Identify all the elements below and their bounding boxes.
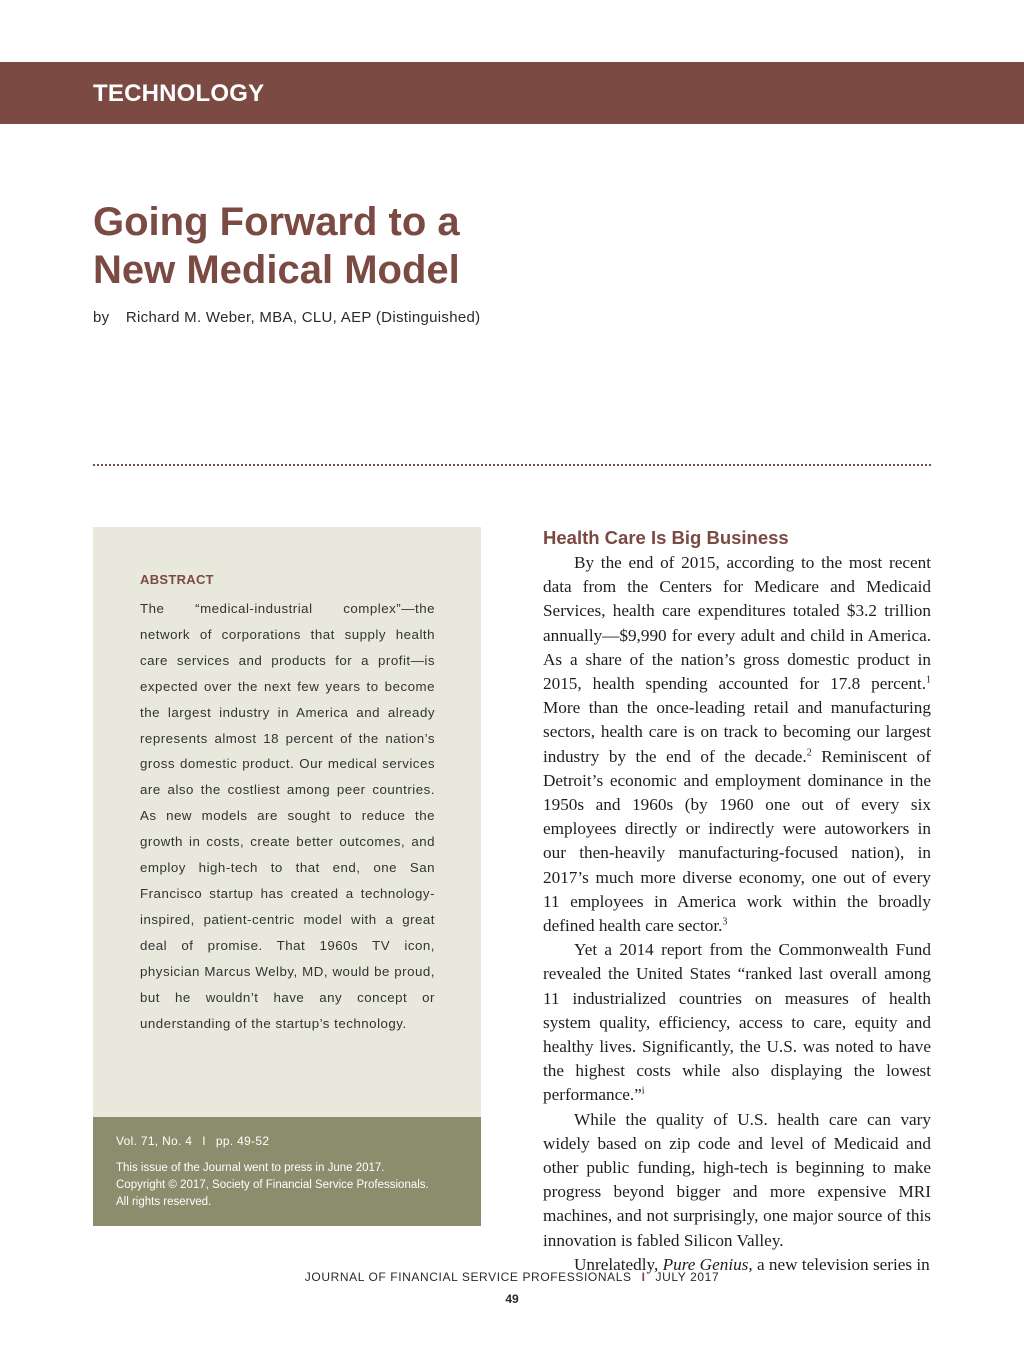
footnote-ref: i	[641, 1085, 645, 1097]
section-heading: Health Care Is Big Business	[543, 527, 789, 548]
byline	[93, 309, 480, 326]
issue-date: JULY 2017	[655, 1270, 720, 1284]
page-range: pp. 49-52	[215, 1134, 270, 1148]
footnote-ref: 1	[926, 674, 931, 686]
byline-prefix: by	[93, 309, 110, 326]
footer-separator: I	[641, 1270, 646, 1284]
show-title: Pure Genius,	[662, 1254, 753, 1274]
article-title-line-1: Going Forward to a	[93, 200, 460, 244]
rights-line: All rights reserved.	[116, 1196, 212, 1208]
article-body	[543, 527, 931, 1277]
section-label: TECHNOLOGY	[93, 80, 265, 107]
body-paragraph-1: By the end of 2015, according to the most recent data from the Centers for Medicare and Medicaid Services, health care expenditures totaled $3.2 trillion annually—$9,990 for every adult and child in America. As a share of the nation’s gross domestic product in 2015, health spending accounted for 17.8 percent.$^1$ More than the once-leading retail and manufacturing sectors, health care is on track to becoming our largest industry by the end of the decade.$^2$ Reminiscent of Detroit’s economic and employment dominance in the 1950s and 1960s (by 1960 one out of every six employees directly or indirectly were autoworkers in our then-heavily manufacturing-focused nation), in 2017’s much more diverse economy, one out of every 11 employees in America work within the broadly defined health care sector.$^3$	[543, 553, 931, 936]
abstract-text: The “medical-industrial complex”—the network of corporations that supply health care services and products for a profit—is expected over the next few years to become the largest industry in America and already represents almost 18 percent of the nation’s gross domestic product. Our medical services are also the costliest among peer countries. As new models are sought to reduce the growth in costs, create better outcomes, and employ high-tech to that end, one San Francisco startup has created a technology-inspired, patient-centric model with a great deal of promise. That 1960s TV icon, physician Marcus Welby, MD, would be proud, but he wouldn’t have any concept or understanding of the startup’s technology.	[140, 601, 435, 1031]
volume-info	[116, 1134, 269, 1148]
abstract-heading: ABSTRACT	[140, 572, 214, 587]
journal-name: JOURNAL OF FINANCIAL SERVICE PROFESSIONALS	[304, 1270, 632, 1284]
issue-info-box	[93, 1117, 481, 1226]
author-name: Richard M. Weber, MBA, CLU, AEP (Distinguished)	[125, 309, 481, 326]
body-paragraph-4: Unrelatedly, Pure Genius, a new television series in	[574, 1254, 930, 1274]
page-footer	[0, 1270, 1024, 1284]
copyright-notice	[116, 1160, 476, 1211]
page-number: 49	[505, 1292, 519, 1306]
article-title	[93, 198, 693, 294]
press-note: This issue of the Journal went to press in June 2017.	[116, 1162, 385, 1174]
volume-number: Vol. 71, No. 4	[116, 1134, 193, 1148]
footnote-ref: 2	[806, 746, 812, 758]
article-title-line-2: New Medical Model	[93, 248, 460, 292]
abstract-box	[93, 527, 481, 1117]
footnote-ref: 3	[722, 916, 728, 928]
section-header-bar	[0, 62, 1024, 124]
copyright-line: Copyright © 2017, Society of Financial Service Professionals.	[116, 1179, 429, 1191]
dotted-divider	[93, 464, 931, 466]
body-paragraph-3: While the quality of U.S. health care can vary widely based on zip code and level of Medicaid and other public funding, high-tech is beginning to make progress beyond bigger and more expensive MRI machines, and not surprisingly, one major source of this innovation is fabled Silicon Valley.	[543, 1109, 931, 1250]
body-paragraph-2: Yet a 2014 report from the Commonwealth Fund revealed the United States “ranked last overall among 11 industrialized countries on measures of health system quality, efficiency, access to care, equity and healthy lives. Significantly, the U.S. was noted to have the highest costs while also displaying the lowest performance.”$^i$	[543, 940, 931, 1105]
volume-separator: I	[202, 1134, 206, 1148]
